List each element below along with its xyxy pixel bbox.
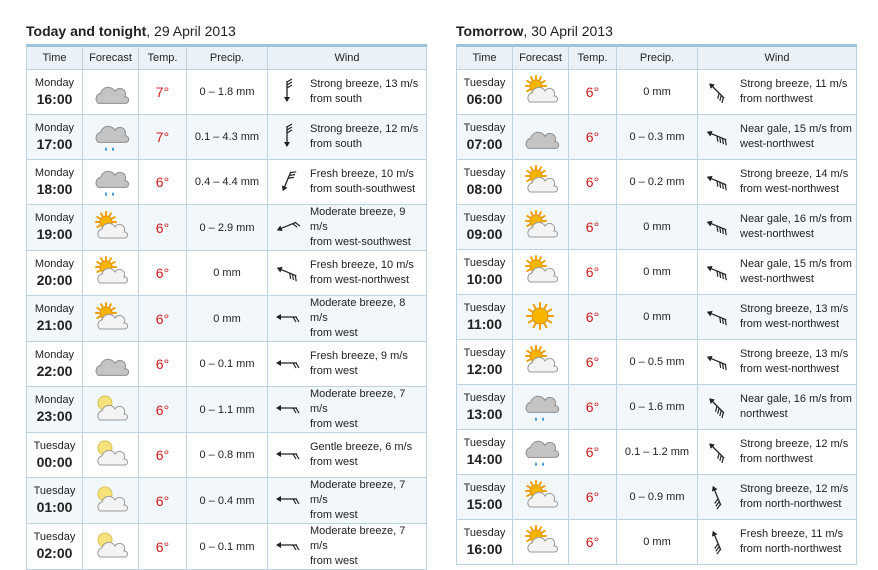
- forecast-cell: [83, 251, 139, 296]
- forecast-row: [457, 340, 857, 385]
- day-label: Tuesday: [463, 481, 506, 494]
- wind-description: Moderate breeze, 7 m/s: [310, 479, 406, 506]
- wind-description: Near gale, 16 m/s from: [740, 393, 852, 405]
- temperature: 6°: [569, 475, 617, 520]
- forecast-panel-tomorrow: [456, 22, 856, 565]
- wind-cell: [268, 115, 427, 160]
- sun-cloud-icon: [83, 255, 138, 291]
- forecast-cell: [83, 205, 139, 251]
- wind-direction: from northwest: [740, 453, 813, 465]
- wind-arrow-icon: [272, 166, 310, 199]
- day-label: Monday: [34, 257, 75, 270]
- wind-direction: from south-southwest: [310, 183, 416, 195]
- temperature: 6°: [569, 295, 617, 340]
- day-label: Tuesday: [33, 485, 76, 497]
- hour-label: 16:00: [466, 540, 503, 557]
- precipitation: 0 – 1.1 mm: [187, 387, 268, 433]
- hour-label: 18:00: [36, 180, 73, 197]
- forecast-row: [27, 205, 427, 251]
- precipitation: 0 mm: [617, 205, 698, 250]
- time-cell: [27, 115, 83, 160]
- sun-cloud-icon: [513, 524, 568, 560]
- time-cell: [457, 250, 513, 295]
- hour-label: 02:00: [36, 545, 73, 561]
- wind-direction: from west-northwest: [740, 183, 840, 195]
- forecast-row: [27, 70, 427, 115]
- panel-title: [456, 22, 856, 40]
- wind-arrow-icon: [702, 391, 740, 424]
- panel-title: [26, 22, 426, 40]
- wind-direction: from north-northwest: [740, 543, 842, 555]
- forecast-row: [27, 387, 427, 433]
- precipitation: 0 mm: [617, 70, 698, 115]
- time-cell: [457, 115, 513, 160]
- forecast-row: [457, 430, 857, 475]
- temperature: 6°: [139, 296, 187, 342]
- temperature: 6°: [569, 385, 617, 430]
- wind-direction: northwest: [740, 408, 788, 420]
- wind-cell: [698, 520, 857, 565]
- wind-arrow-icon: [272, 530, 310, 563]
- wind-arrow-icon: [702, 301, 740, 334]
- time-cell: [27, 70, 83, 115]
- wind-arrow-icon: [702, 346, 740, 379]
- forecast-cell: [513, 340, 569, 385]
- forecast-row: [457, 520, 857, 565]
- wind-cell: [268, 342, 427, 387]
- wind-direction: from south: [310, 93, 362, 105]
- wind-cell: [268, 70, 427, 115]
- hour-label: 17:00: [36, 135, 73, 152]
- day-label: Monday: [34, 212, 75, 224]
- precipitation: 0 – 0.8 mm: [187, 433, 268, 478]
- hour-label: 06:00: [466, 90, 503, 107]
- day-label: Tuesday: [33, 531, 76, 543]
- sun-cloud-icon: [83, 210, 138, 246]
- forecast-row: [27, 251, 427, 296]
- panel-title-bold: Today and tonight: [26, 23, 147, 39]
- precipitation: 0.1 – 4.3 mm: [187, 115, 268, 160]
- wind-cell: [268, 524, 427, 570]
- day-label: Monday: [34, 166, 75, 179]
- time-cell: [27, 433, 83, 478]
- sun-cloud-icon: [513, 74, 568, 110]
- wind-cell: [268, 205, 427, 251]
- time-cell: [27, 296, 83, 342]
- wind-description: Fresh breeze, 10 m/s: [310, 168, 414, 180]
- sun-cloud-icon: [513, 164, 568, 200]
- day-label: Tuesday: [33, 439, 76, 452]
- cloud-icon: [83, 346, 138, 382]
- column-header-temp: Temp.: [139, 46, 187, 70]
- wind-description: Strong breeze, 12 m/s: [310, 123, 419, 135]
- wind-direction: from west: [310, 555, 358, 567]
- forecast-row: [457, 70, 857, 115]
- wind-cell: [268, 433, 427, 478]
- sun-cloud-icon: [513, 344, 568, 380]
- hour-label: 08:00: [466, 180, 503, 197]
- temperature: 6°: [569, 340, 617, 385]
- wind-description: Strong breeze, 12 m/s: [740, 483, 849, 495]
- precipitation: 0 mm: [187, 296, 268, 342]
- forecast-cell: [83, 433, 139, 478]
- hour-label: 23:00: [36, 408, 73, 424]
- forecast-row: [27, 296, 427, 342]
- wind-cell: [698, 475, 857, 520]
- wind-direction: from north-northwest: [740, 498, 842, 510]
- column-header-time: Time: [457, 46, 513, 70]
- precipitation: 0 – 1.6 mm: [617, 385, 698, 430]
- forecast-cell: [513, 430, 569, 475]
- sun-cloud-icon: [83, 301, 138, 337]
- temperature: 6°: [569, 430, 617, 475]
- temperature: 6°: [139, 160, 187, 205]
- panel-title-bold: Tomorrow: [456, 23, 524, 39]
- wind-direction: west-northwest: [740, 228, 814, 240]
- sun-cloud-icon: [513, 254, 568, 290]
- time-cell: [457, 295, 513, 340]
- temperature: 6°: [569, 115, 617, 160]
- day-label: Monday: [34, 348, 75, 361]
- wind-direction: from south: [310, 138, 362, 150]
- day-label: Tuesday: [463, 211, 506, 224]
- wind-description: Near gale, 15 m/s from: [740, 258, 852, 270]
- day-label: Tuesday: [463, 301, 506, 314]
- forecast-row: [457, 115, 857, 160]
- precipitation: 0 – 0.1 mm: [187, 524, 268, 570]
- temperature: 6°: [139, 433, 187, 478]
- time-cell: [27, 387, 83, 433]
- day-label: Tuesday: [463, 121, 506, 134]
- hour-label: 01:00: [36, 499, 73, 515]
- wind-cell: [698, 160, 857, 205]
- column-header-time: Time: [27, 46, 83, 70]
- precipitation: 0.4 – 4.4 mm: [187, 160, 268, 205]
- wind-description: Moderate breeze, 7 m/s: [310, 525, 406, 552]
- wind-direction: west-northwest: [740, 138, 814, 150]
- time-cell: [457, 520, 513, 565]
- moon-cloud-icon: [83, 437, 138, 473]
- forecast-panel-today: [26, 22, 426, 570]
- forecast-row: [457, 250, 857, 295]
- forecast-cell: [513, 205, 569, 250]
- wind-cell: [268, 478, 427, 524]
- temperature: 6°: [569, 250, 617, 295]
- forecast-cell: [83, 160, 139, 205]
- forecast-row: [457, 160, 857, 205]
- sun-cloud-icon: [513, 209, 568, 245]
- hour-label: 11:00: [466, 315, 503, 332]
- wind-description: Fresh breeze, 11 m/s: [740, 528, 844, 540]
- wind-description: Fresh breeze, 10 m/s: [310, 259, 414, 271]
- forecast-row: [457, 295, 857, 340]
- forecast-row: [27, 524, 427, 570]
- time-cell: [27, 205, 83, 251]
- day-label: Monday: [34, 303, 75, 315]
- forecast-cell: [83, 478, 139, 524]
- wind-direction: from west: [310, 456, 358, 468]
- wind-cell: [268, 387, 427, 433]
- wind-arrow-icon: [702, 526, 740, 559]
- wind-arrow-icon: [702, 256, 740, 289]
- hour-label: 12:00: [466, 360, 503, 377]
- wind-arrow-icon: [272, 257, 310, 290]
- wind-direction: from west: [310, 418, 358, 430]
- wind-description: Strong breeze, 11 m/s: [740, 78, 848, 90]
- wind-cell: [268, 296, 427, 342]
- temperature: 6°: [139, 251, 187, 296]
- wind-direction: from west-northwest: [740, 318, 840, 330]
- precipitation: 0 – 0.9 mm: [617, 475, 698, 520]
- forecast-cell: [513, 520, 569, 565]
- wind-cell: [268, 160, 427, 205]
- temperature: 6°: [569, 205, 617, 250]
- wind-cell: [698, 430, 857, 475]
- wind-direction: from west-northwest: [310, 274, 410, 286]
- wind-arrow-icon: [702, 481, 740, 514]
- temperature: 7°: [139, 70, 187, 115]
- column-header-temp: Temp.: [569, 46, 617, 70]
- forecast-row: [457, 205, 857, 250]
- wind-cell: [698, 205, 857, 250]
- day-label: Tuesday: [463, 526, 506, 539]
- wind-arrow-icon: [272, 484, 310, 517]
- forecast-cell: [83, 296, 139, 342]
- forecast-row: [27, 160, 427, 205]
- day-label: Tuesday: [463, 391, 506, 404]
- time-cell: [457, 160, 513, 205]
- panel-title-date: , 30 April 2013: [523, 23, 613, 39]
- forecast-row: [27, 342, 427, 387]
- precipitation: 0.1 – 1.2 mm: [617, 430, 698, 475]
- temperature: 6°: [569, 520, 617, 565]
- hour-label: 20:00: [36, 271, 73, 288]
- wind-arrow-icon: [272, 302, 310, 335]
- forecast-row: [27, 433, 427, 478]
- time-cell: [457, 70, 513, 115]
- precipitation: 0 – 2.9 mm: [187, 205, 268, 251]
- wind-cell: [268, 251, 427, 296]
- wind-arrow-icon: [702, 121, 740, 154]
- hour-label: 14:00: [466, 450, 503, 467]
- temperature: 7°: [139, 115, 187, 160]
- wind-direction: from west: [310, 365, 358, 377]
- day-label: Tuesday: [463, 436, 506, 449]
- day-label: Monday: [34, 121, 75, 134]
- time-cell: [27, 478, 83, 524]
- precipitation: 0 mm: [617, 295, 698, 340]
- wind-description: Moderate breeze, 8 m/s: [310, 297, 406, 324]
- sun-cloud-icon: [513, 479, 568, 515]
- hour-label: 07:00: [466, 135, 503, 152]
- forecast-row: [457, 475, 857, 520]
- temperature: 6°: [139, 387, 187, 433]
- day-label: Monday: [34, 394, 75, 406]
- hour-label: 00:00: [36, 453, 73, 470]
- wind-arrow-icon: [702, 76, 740, 109]
- temperature: 6°: [139, 205, 187, 251]
- cloud-rain-icon: [83, 164, 138, 200]
- wind-cell: [698, 70, 857, 115]
- column-header-wind: Wind: [698, 46, 857, 70]
- day-label: Monday: [34, 76, 75, 89]
- temperature: 6°: [569, 70, 617, 115]
- forecast-table: [26, 44, 427, 570]
- time-cell: [457, 340, 513, 385]
- wind-arrow-icon: [272, 348, 310, 381]
- hour-label: 22:00: [36, 362, 73, 379]
- time-cell: [457, 385, 513, 430]
- panel-title-date: , 29 April 2013: [146, 23, 236, 39]
- forecast-cell: [83, 387, 139, 433]
- wind-arrow-icon: [702, 166, 740, 199]
- wind-description: Strong breeze, 13 m/s: [740, 303, 849, 315]
- hour-label: 09:00: [466, 225, 503, 242]
- precipitation: 0 – 0.1 mm: [187, 342, 268, 387]
- precipitation: 0 mm: [617, 520, 698, 565]
- column-header-forecast: Forecast: [513, 46, 569, 70]
- column-header-wind: Wind: [268, 46, 427, 70]
- wind-cell: [698, 250, 857, 295]
- forecast-cell: [513, 250, 569, 295]
- forecast-row: [27, 478, 427, 524]
- wind-arrow-icon: [272, 439, 310, 472]
- day-label: Tuesday: [463, 76, 506, 89]
- hour-label: 13:00: [466, 405, 503, 422]
- wind-description: Near gale, 15 m/s from: [740, 123, 852, 135]
- precipitation: 0 – 0.4 mm: [187, 478, 268, 524]
- cloud-icon: [83, 74, 138, 110]
- forecast-row: [27, 115, 427, 160]
- day-label: Tuesday: [463, 166, 506, 179]
- forecast-cell: [83, 70, 139, 115]
- wind-description: Gentle breeze, 6 m/s: [310, 441, 413, 453]
- wind-direction: from west-southwest: [310, 236, 411, 248]
- wind-arrow-icon: [272, 211, 310, 244]
- precipitation: 0 mm: [187, 251, 268, 296]
- forecast-cell: [513, 115, 569, 160]
- wind-cell: [698, 295, 857, 340]
- column-header-precip: Precip.: [187, 46, 268, 70]
- temperature: 6°: [569, 160, 617, 205]
- hour-label: 21:00: [36, 317, 73, 333]
- wind-description: Strong breeze, 13 m/s: [310, 78, 419, 90]
- column-header-precip: Precip.: [617, 46, 698, 70]
- forecast-cell: [83, 342, 139, 387]
- wind-direction: from west: [310, 327, 358, 339]
- forecast-table: [456, 44, 857, 565]
- column-header-forecast: Forecast: [83, 46, 139, 70]
- precipitation: 0 – 0.5 mm: [617, 340, 698, 385]
- time-cell: [27, 342, 83, 387]
- time-cell: [457, 475, 513, 520]
- wind-direction: from northwest: [740, 93, 813, 105]
- hour-label: 16:00: [36, 90, 73, 107]
- wind-description: Moderate breeze, 7 m/s: [310, 388, 406, 415]
- wind-description: Near gale, 16 m/s from: [740, 213, 852, 225]
- cloud-rain-icon: [513, 389, 568, 425]
- cloud-icon: [513, 119, 568, 155]
- wind-direction: west-northwest: [740, 273, 814, 285]
- time-cell: [27, 160, 83, 205]
- precipitation: 0 – 0.2 mm: [617, 160, 698, 205]
- wind-arrow-icon: [272, 121, 310, 154]
- wind-cell: [698, 115, 857, 160]
- forecast-cell: [513, 385, 569, 430]
- time-cell: [457, 205, 513, 250]
- wind-description: Strong breeze, 13 m/s: [740, 348, 849, 360]
- cloud-rain-icon: [513, 434, 568, 470]
- time-cell: [457, 430, 513, 475]
- moon-cloud-icon: [83, 483, 138, 519]
- temperature: 6°: [139, 478, 187, 524]
- wind-arrow-icon: [702, 436, 740, 469]
- wind-arrow-icon: [702, 211, 740, 244]
- wind-cell: [698, 340, 857, 385]
- day-label: Tuesday: [463, 256, 506, 269]
- forecast-cell: [513, 475, 569, 520]
- wind-direction: from west-northwest: [740, 363, 840, 375]
- forecast-cell: [513, 70, 569, 115]
- day-label: Tuesday: [463, 346, 506, 359]
- hour-label: 10:00: [466, 270, 503, 287]
- forecast-cell: [513, 295, 569, 340]
- forecast-row: [457, 385, 857, 430]
- precipitation: 0 – 0.3 mm: [617, 115, 698, 160]
- cloud-rain-icon: [83, 119, 138, 155]
- wind-arrow-icon: [272, 393, 310, 426]
- wind-description: Strong breeze, 14 m/s: [740, 168, 849, 180]
- time-cell: [27, 251, 83, 296]
- moon-cloud-icon: [83, 392, 138, 428]
- forecast-cell: [83, 524, 139, 570]
- wind-direction: from west: [310, 509, 358, 521]
- moon-cloud-icon: [83, 529, 138, 565]
- wind-cell: [698, 385, 857, 430]
- forecast-cell: [83, 115, 139, 160]
- wind-description: Strong breeze, 12 m/s: [740, 438, 849, 450]
- temperature: 6°: [139, 342, 187, 387]
- temperature: 6°: [139, 524, 187, 570]
- forecast-cell: [513, 160, 569, 205]
- hour-label: 19:00: [36, 226, 73, 242]
- precipitation: 0 – 1.8 mm: [187, 70, 268, 115]
- precipitation: 0 mm: [617, 250, 698, 295]
- hour-label: 15:00: [466, 495, 503, 512]
- time-cell: [27, 524, 83, 570]
- sun-icon: [513, 299, 568, 335]
- wind-arrow-icon: [272, 76, 310, 109]
- wind-description: Moderate breeze, 9 m/s: [310, 206, 406, 233]
- wind-description: Fresh breeze, 9 m/s: [310, 350, 408, 362]
